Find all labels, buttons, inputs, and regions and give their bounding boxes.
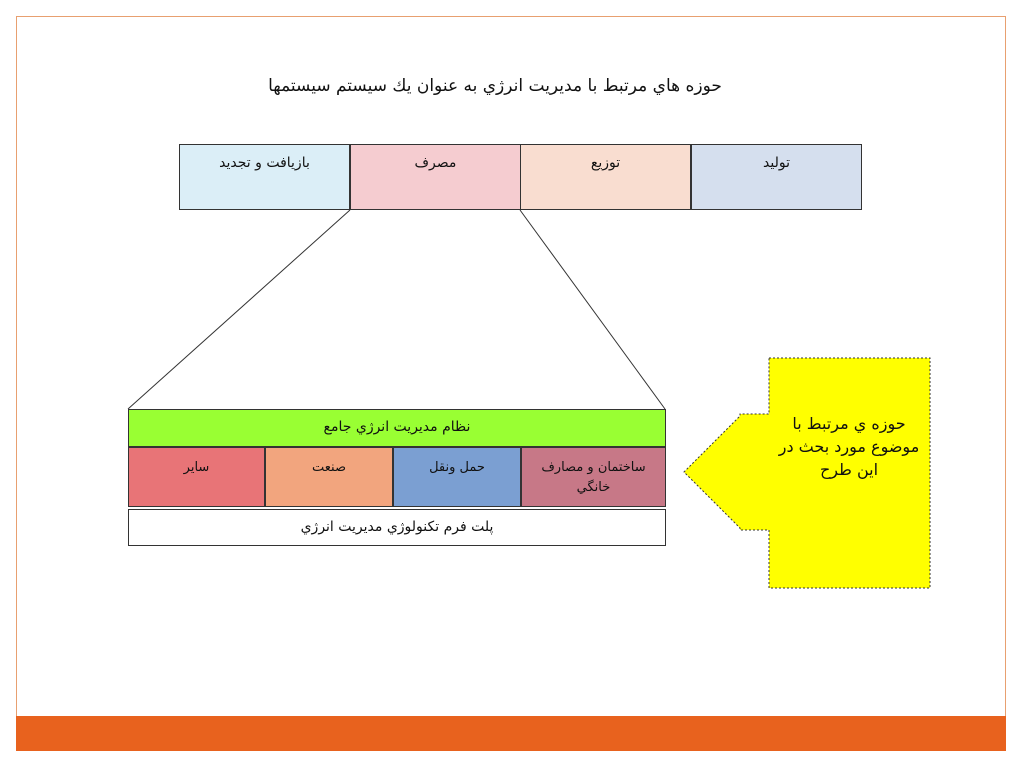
bottom-accent-bar [16,716,1006,751]
technology-platform-bar: پلت فرم تكنولوژي مديريت انرژي [128,509,666,546]
domain-production: توليد [691,144,862,210]
right-expansion-line [520,210,665,409]
domain-recycling-renewal: بازيافت و تجديد [179,144,350,210]
comprehensive-energy-management-bar: نظام مديريت انرژي جامع [128,409,666,447]
sector-industry: صنعت [265,447,393,507]
sector-other: ساير [128,447,265,507]
sector-buildings-household: ساختمان و مصارف خانگي [521,447,666,507]
domain-distribution: توزيع [520,144,691,210]
domain-consumption: مصرف [350,144,521,210]
slide-title: حوزه هاي مرتبط با مديريت انرژي به عنوان يك سيستم سيستمها [268,76,722,96]
sector-transportation: حمل ونقل [393,447,521,507]
left-expansion-line [128,210,350,409]
callout-label: حوزه ي مرتبط با موضوع مورد بحث در اين طرح [778,414,920,479]
